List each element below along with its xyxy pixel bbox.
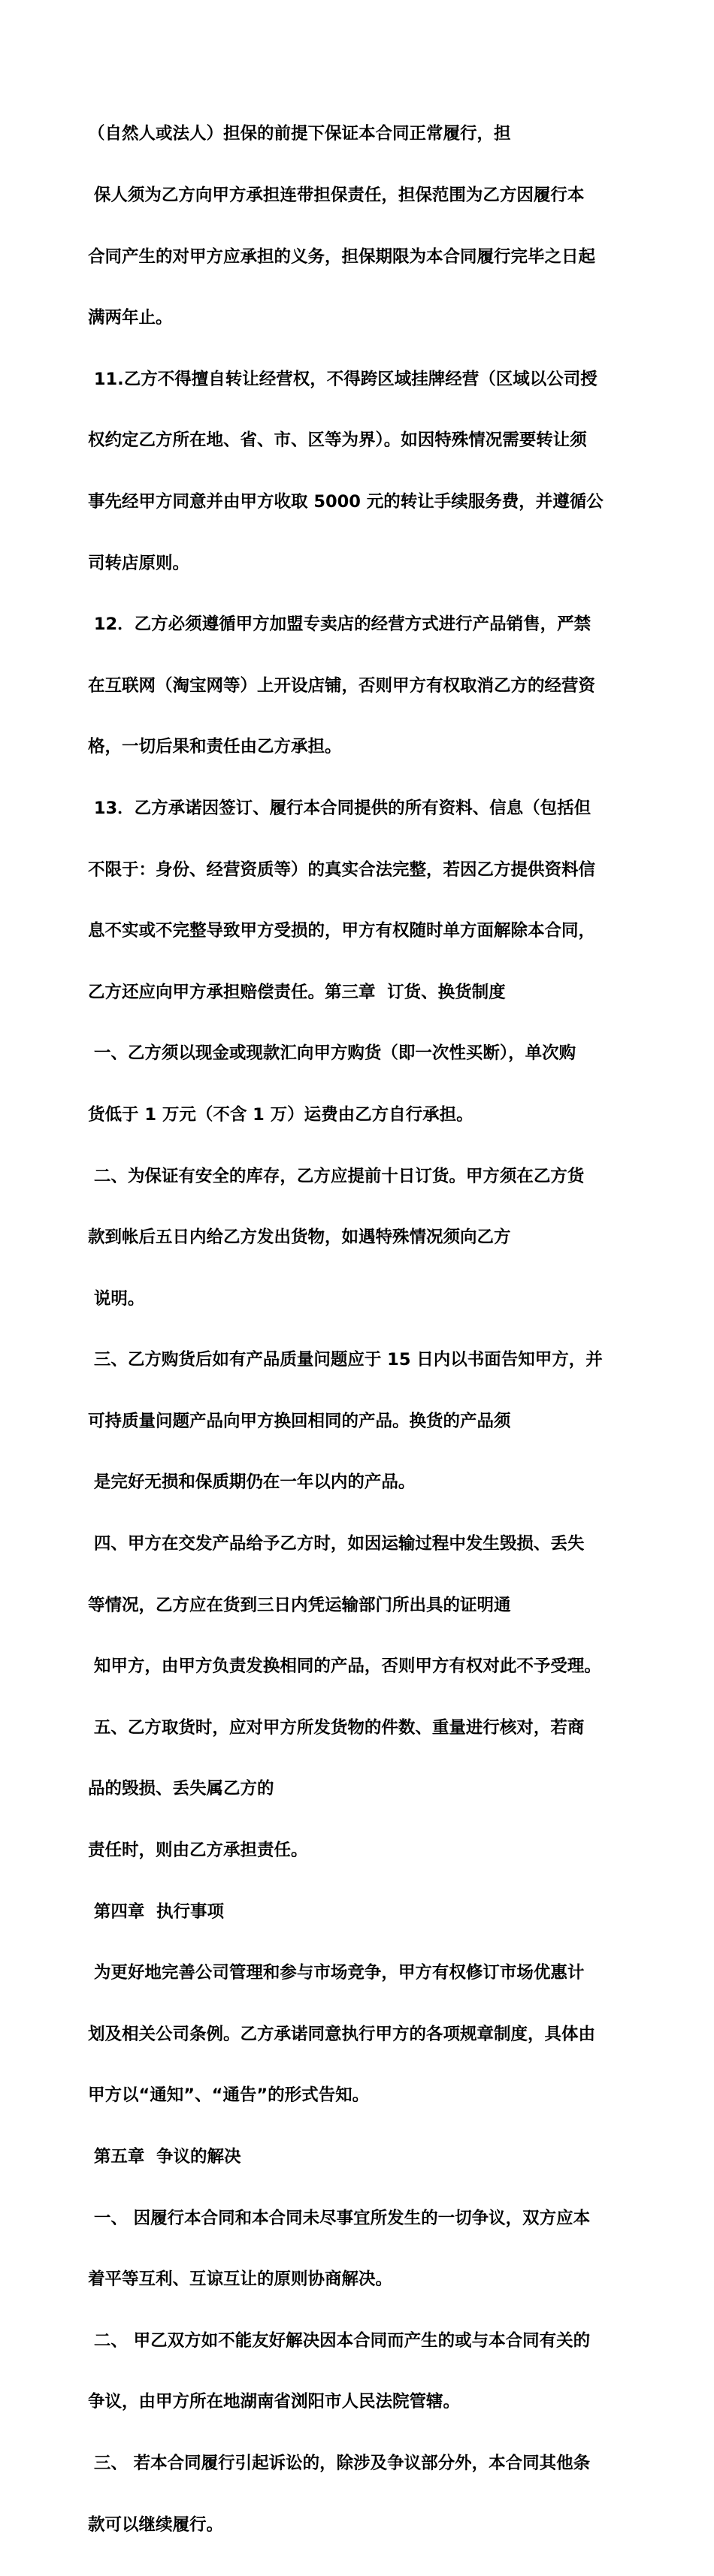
text-line: 一、乙方须以现金或现款汇向甲方购货（即一次性买断），单次购 — [88, 1043, 576, 1064]
text-line: 五、乙方取货时，应对甲方所发货物的件数、重量进行核对，若商 — [88, 1717, 585, 1738]
text-line: 三、 若本合同履行引起诉讼的，除涉及争议部分外，本合同其他条 — [88, 2453, 591, 2473]
text-line: 12．乙方必须遵循甲方加盟专卖店的经营方式进行产品销售，严禁 — [88, 615, 591, 635]
text-line: 三、乙方购货后如有产品质量问题应于 15 日内以书面告知甲方，并 — [88, 1350, 603, 1370]
text-line: 二、 甲乙双方如不能友好解决因本合同而产生的或与本合同有关的 — [88, 2330, 591, 2351]
text-line: 货低于 1 万元（不含 1 万）运费由乙方自行承担。 — [88, 1104, 473, 1125]
text-line: 在互联网（淘宝网等）上开设店铺，否则甲方有权取消乙方的经营资 — [88, 675, 596, 696]
text-line: 不限于：身份、经营资质等）的真实合法完整，若因乙方提供资料信 — [88, 859, 596, 880]
text-line: 划及相关公司条例。乙方承诺同意执行甲方的各项规章制度，具体由 — [88, 2024, 596, 2044]
text-line: 知甲方，由甲方负责发换相同的产品，否则甲方有权对此不予受理。 — [88, 1656, 601, 1677]
text-line: 二、为保证有安全的库存，乙方应提前十日订货。甲方须在乙方货 — [88, 1166, 585, 1186]
text-line: （自然人或法人）担保的前提下保证本合同正常履行，担 — [88, 124, 511, 144]
text-line: 保人须为乙方向甲方承担连带担保责任，担保范围为乙方因履行本 — [88, 186, 585, 205]
text-line: 四、甲方在交发产品给予乙方时，如因运输过程中发生毁损、丢失 — [88, 1534, 585, 1554]
text-line: 满两年止。 — [88, 308, 173, 328]
text-line: 责任时，则由乙方承担责任。 — [88, 1841, 308, 1861]
text-line: 11.乙方不得擅自转让经营权，不得跨区域挂牌经营（区域以公司授 — [88, 369, 598, 389]
chapter-heading: 第五章 争议的解决 — [88, 2147, 241, 2167]
text-line: 乙方还应向甲方承担赔偿责任。第三章 订货、换货制度 — [88, 982, 506, 1002]
text-line: 说明。 — [88, 1288, 145, 1309]
contract-body-text — [88, 83, 637, 2576]
text-line: 权约定乙方所在地、省、市、区等为界）。如因特殊情况需要转让须 — [88, 430, 587, 451]
text-line: 品的毁损、丢失属乙方的 — [88, 1779, 274, 1799]
text-line: 一、 因履行本合同和本合同未尽事宜所发生的一切争议，双方应本 — [88, 2208, 591, 2228]
text-line: 13．乙方承诺因签订、履行本合同提供的所有资料、信息（包括但 — [88, 798, 591, 818]
text-line: 着平等互利、互谅互让的原则协商解决。 — [88, 2269, 393, 2290]
chapter-heading: 第四章 执行事项 — [88, 1901, 225, 1922]
text-line: 合同产生的对甲方应承担的义务，担保期限为本合同履行完毕之日起 — [88, 246, 596, 267]
text-line: 款到帐后五日内给乙方发出货物，如遇特殊情况须向乙方 — [88, 1228, 511, 1248]
text-line: 格，一切后果和责任由乙方承担。 — [88, 737, 342, 757]
text-line: 是完好无损和保质期仍在一年以内的产品。 — [88, 1472, 416, 1493]
text-line: 事先经甲方同意并由甲方收取 5000 元的转让手续服务费，并遵循公 — [88, 491, 604, 512]
text-line: 争议，由甲方所在地湖南省浏阳市人民法院管辖。 — [88, 2392, 461, 2412]
text-line: 司转店原则。 — [88, 553, 190, 573]
text-line: 为更好地完善公司管理和参与市场竞争，甲方有权修订市场优惠计 — [88, 1963, 585, 1983]
text-line: 可持质量问题产品向甲方换回相同的产品。换货的产品须 — [88, 1411, 511, 1431]
text-line: 息不实或不完整导致甲方受损的，甲方有权随时单方面解除本合同， — [88, 921, 596, 941]
text-line: 款可以继续履行。 — [88, 2514, 224, 2535]
text-line: 甲方以“通知”、“通告”的形式告知。 — [88, 2085, 370, 2106]
text-line: 等情况，乙方应在货到三日内凭运输部门所出具的证明通 — [88, 1595, 511, 1615]
